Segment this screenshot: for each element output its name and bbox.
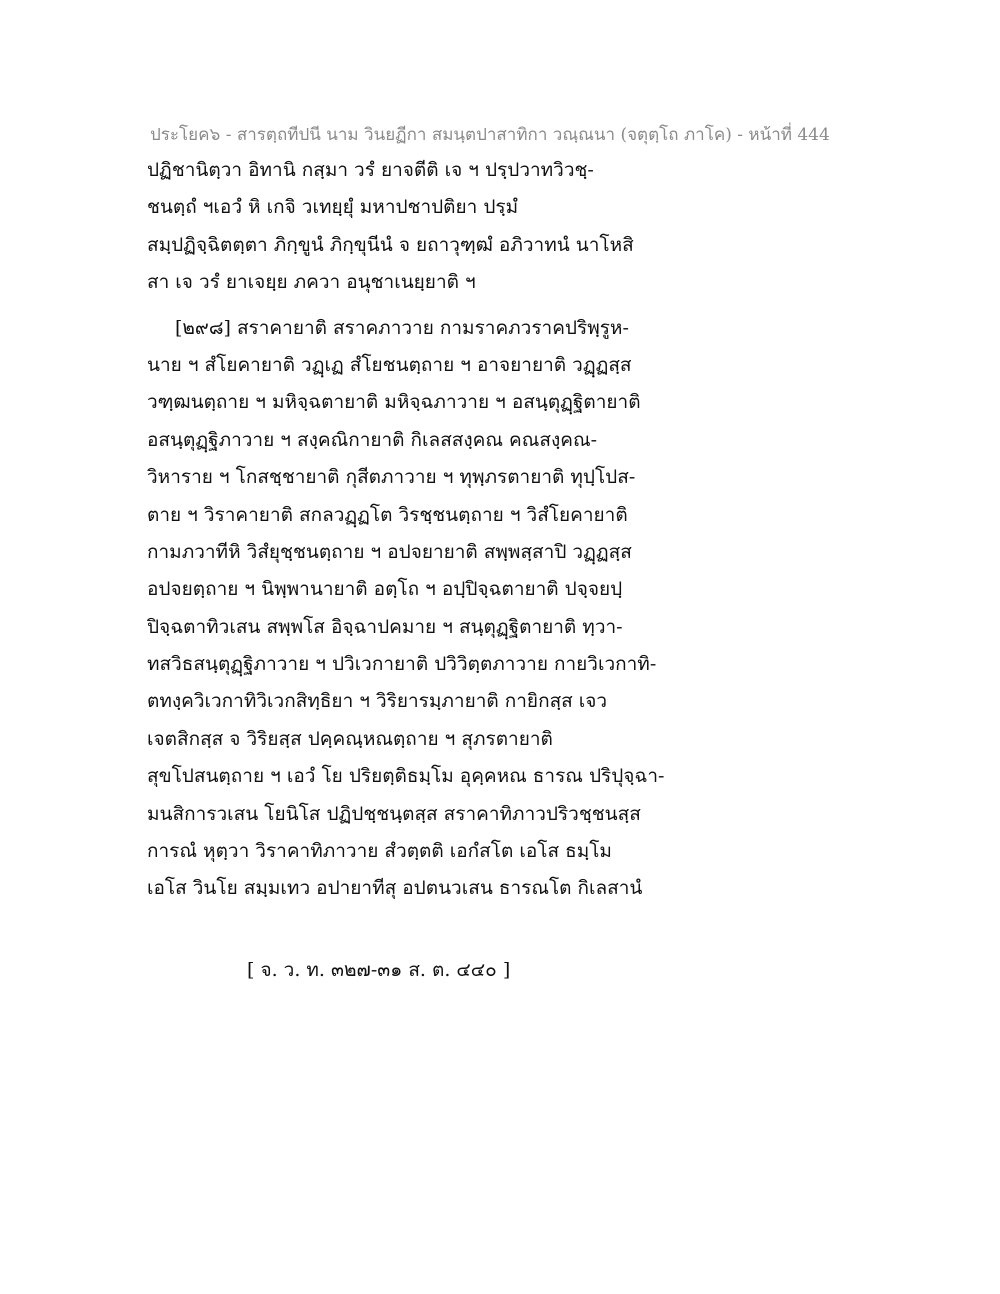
text-line: [๒๙๘] สราคายาติ สราคภาวาย กามราคภวราคปริพฺรูห- (175, 316, 629, 339)
paragraph (147, 152, 687, 302)
text-line: การณํ หุตฺวา วิราคาทิภาวาย สํวตฺตติ เอกํสโต เอโส ธมฺโม (147, 840, 612, 863)
text-line: วฑฺฒนตฺถาย ฯ มหิจฺฉตายาติ มหิจฺฉภาวาย ฯ อสนฺตุฏฺฐิตายาติ (147, 391, 641, 414)
text-line: ปฏิชานิตฺวา อิทานิ กสฺมา วรํ ยาจตีติ เจ ฯ ปรฺปวาทวิวชฺ- (147, 159, 594, 181)
text-line: นาย ฯ สํโยคายาติ วฏฺเฏ สํโยชนตฺถาย ฯ อาจยายาติ วฏฺฏสฺส (147, 353, 632, 376)
text-line: สุขโปสนตฺถาย ฯ เอวํ โย ปริยตฺติธมฺโม อุคฺคหณ ธารณ ปริปุจฺฉา- (147, 765, 665, 788)
paragraph (147, 310, 687, 908)
text-line: อสนฺตุฏฺฐิภาวาย ฯ สงฺคณิกายาติ กิเลสสงฺคณ คณสงฺคณ- (147, 428, 598, 451)
text-line: ตาย ฯ วิราคายาติ สกลวฏฺฏโต วิรชฺชนตฺถาย ฯ วิสํโยคายาติ (147, 503, 628, 526)
text-line: กามภวาทีหิ วิสํยุชฺชนตฺถาย ฯ อปจยายาติ สพฺพสฺสาปิ วฏฺฏสฺส (147, 540, 632, 563)
text-line: สา เจ วรํ ยาเจยฺย ภควา อนุชาเนยฺยาติ ฯ (147, 271, 476, 294)
text-line: มนสิการวเสน โยนิโส ปฏิปชฺชนฺตสฺส สราคาทิภาวปริวชฺชนสฺส (147, 802, 641, 825)
text-line: ทสวิธสนฺตุฏฺฐิภาวาย ฯ ปวิเวกายาติ ปวิวิตฺตภาวาย กายวิเวกาทิ- (147, 653, 657, 676)
paragraph-gap (147, 302, 687, 310)
reference-footnote: [ จ. ว. ท. ๓๒๗-๓๑ ส. ต. ๔๔๐ ] (247, 959, 511, 981)
text-line: ตทงฺควิเวกาทิวิเวกสิทฺธิยา ฯ วิริยารมฺภายาติ กายิกสฺส เจว (147, 690, 608, 713)
body-text (147, 152, 687, 908)
text-line: วิหาราย ฯ โกสชฺชายาติ กุสีตภาวาย ฯ ทุพฺภรตายาติ ทุปฺโปส- (147, 466, 636, 489)
text-line: ชนตฺถํ ฯเอวํ หิ เกจิ วเทยฺยุํ มหาปชาปติยา ปรฺมํ (147, 196, 519, 219)
text-line: เอโส วินโย สมฺมเทว อปายาทีสุ อปตนวเสน ธารณโต กิเลสานํ (147, 877, 643, 900)
text-line: อปจยตฺถาย ฯ นิพฺพานายาติ อตฺโถ ฯ อปฺปิจฺฉตายาติ ปจฺจยปฺ (147, 578, 623, 601)
running-header: ประโยค๖ - สารตฺถทีปนี นาม วินยฏีกา สมนฺตปาสาทิกา วณฺณนา (จตุตฺโถ ภาโค) - หน้าที่ 444 (150, 125, 830, 145)
text-line: สมฺปฏิจฺฉิตตฺตา ภิกฺขูนํ ภิกฺขุนีนํ จ ยถาวุฑฺฒํ อภิวาทนํ นาโหสิ (147, 233, 634, 256)
text-line: ปิจฺฉตาทิวเสน สพฺพโส อิจฺฉาปคมาย ฯ สนฺตุฏฺฐิตายาติ ทฺวา- (147, 615, 623, 638)
text-line: เจตสิกสฺส จ วิริยสฺส ปคฺคณฺหณตฺถาย ฯ สุภรตายาติ (147, 727, 553, 750)
